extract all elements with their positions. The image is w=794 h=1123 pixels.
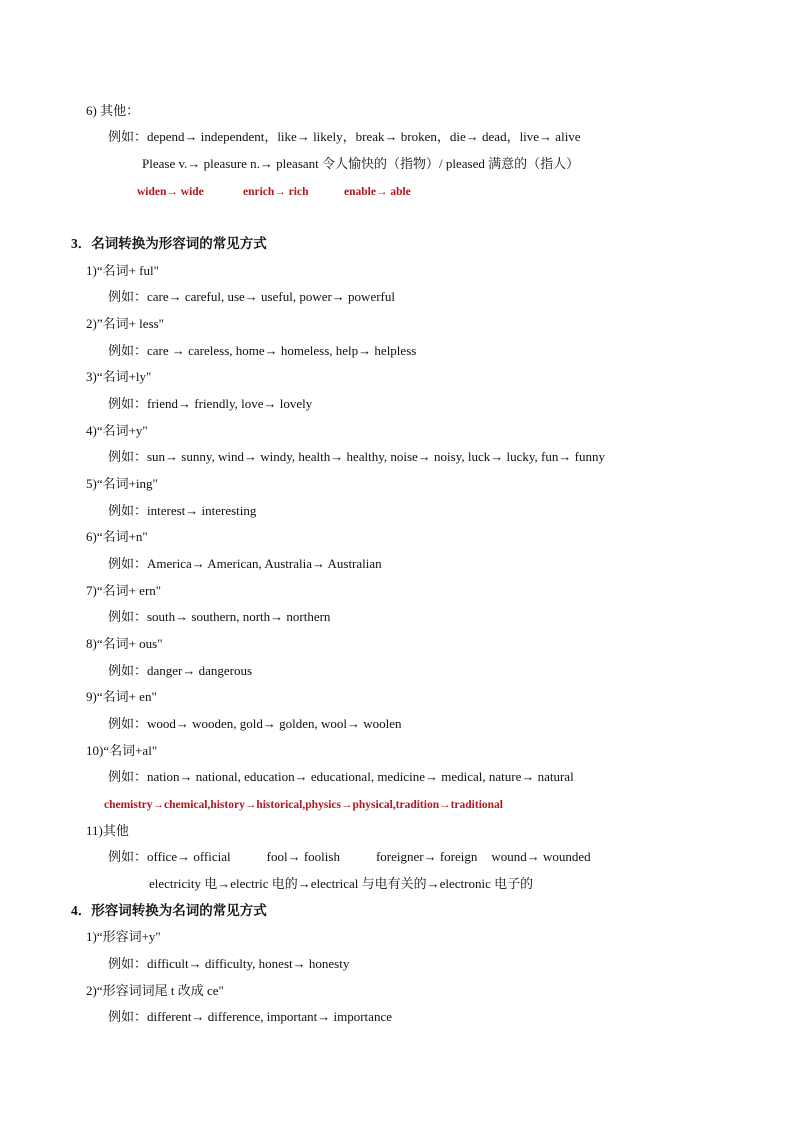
s3-item-3-title: 3)“名词+ly" (86, 369, 152, 384)
section-3-heading: 3．名词转换为形容词的常见方式 (71, 236, 267, 251)
s3-item-8-example: 例如：danger→ dangerous (108, 663, 253, 678)
s4-item-2-title: 2)“形容词词尾 t 改成 ce" (86, 983, 224, 998)
s3-item-1-example: 例如：care→ careful, use→ useful, power→ powerful (108, 289, 395, 304)
s3-item-5-example: 例如：interest→ interesting (108, 503, 257, 518)
s4-item-2-example: 例如：different→ difference, important→ importance (108, 1009, 392, 1024)
s3-item-5-title: 5)“名词+ing" (86, 476, 158, 491)
s3-item-11-part-foreigner: foreigner→ foreign (375, 849, 478, 864)
red-example-enable: enable→ able (344, 186, 411, 198)
s3-item-11-prefix: 例如： (108, 849, 148, 864)
s3-item-1-title: 1)“名词+ ful" (86, 263, 159, 278)
s3-item-11-part-office: office→ official (147, 849, 231, 864)
s3-item-3-example: 例如：friend→ friendly, love→ lovely (108, 396, 313, 411)
s3-item-4-example: 例如：sun→ sunny, wind→ windy, health→ healthy, noise→ noisy, luck→ lucky, fun→ funny (108, 449, 605, 464)
red-example-widen: widen→ wide (137, 186, 204, 198)
s3-item-2-example: 例如：care → careless, home→ homeless, help→ helpless (108, 343, 417, 358)
section-4-heading: 4．形容词转换为名词的常见方式 (71, 903, 267, 918)
s3-item-11-title: 11)其他 (86, 823, 129, 838)
other-item-title: 6) 其他： (86, 103, 140, 118)
s3-item-8-title: 8)“名词+ ous" (86, 636, 163, 651)
s3-item-9-example: 例如：wood→ wooden, gold→ golden, wool→ woolen (108, 716, 402, 731)
s3-item-11-part-fool: fool→ foolish (266, 849, 340, 864)
s3-item-11-part-wound: wound→ wounded (491, 849, 591, 864)
other-example-line-1: 例如：depend→ independent，like→ likely，break→ broken，die→ dead，live→ alive (108, 129, 581, 144)
s3-item-9-title: 9)“名词+ en" (86, 689, 157, 704)
s3-item-6-example: 例如：America→ American, Australia→ Australian (108, 556, 382, 571)
s3-item-11-example (108, 849, 591, 865)
s3-item-6-title: 6)“名词+n" (86, 529, 148, 544)
s3-item-2-title: 2)”名词+ less" (86, 316, 164, 331)
s4-item-1-title: 1)“形容词+y" (86, 929, 161, 944)
s3-item-7-example: 例如：south→ southern, north→ northern (108, 609, 331, 624)
s3-item-10-title: 10)“名词+al" (86, 743, 158, 758)
other-example-line-2: Please v.→ pleasure n.→ pleasant 令人愉快的（指物）/ pleased 满意的（指人） (142, 156, 580, 171)
red-example-line: chemistry→chemical,history→historical,physics→physical,tradition→traditional (104, 799, 503, 811)
red-example-enrich: enrich→ rich (243, 186, 309, 198)
s3-item-4-title: 4)“名词+y" (86, 423, 148, 438)
s3-item-7-title: 7)“名词+ ern" (86, 583, 162, 598)
s3-item-11-example-2: electricity 电→electric 电的→electrical 与电有关的→electronic 电子的 (149, 876, 534, 891)
s3-item-10-example: 例如：nation→ national, education→ educational, medicine→ medical, nature→ natural (108, 769, 574, 784)
s4-item-1-example: 例如：difficult→ difficulty, honest→ honesty (108, 956, 350, 971)
